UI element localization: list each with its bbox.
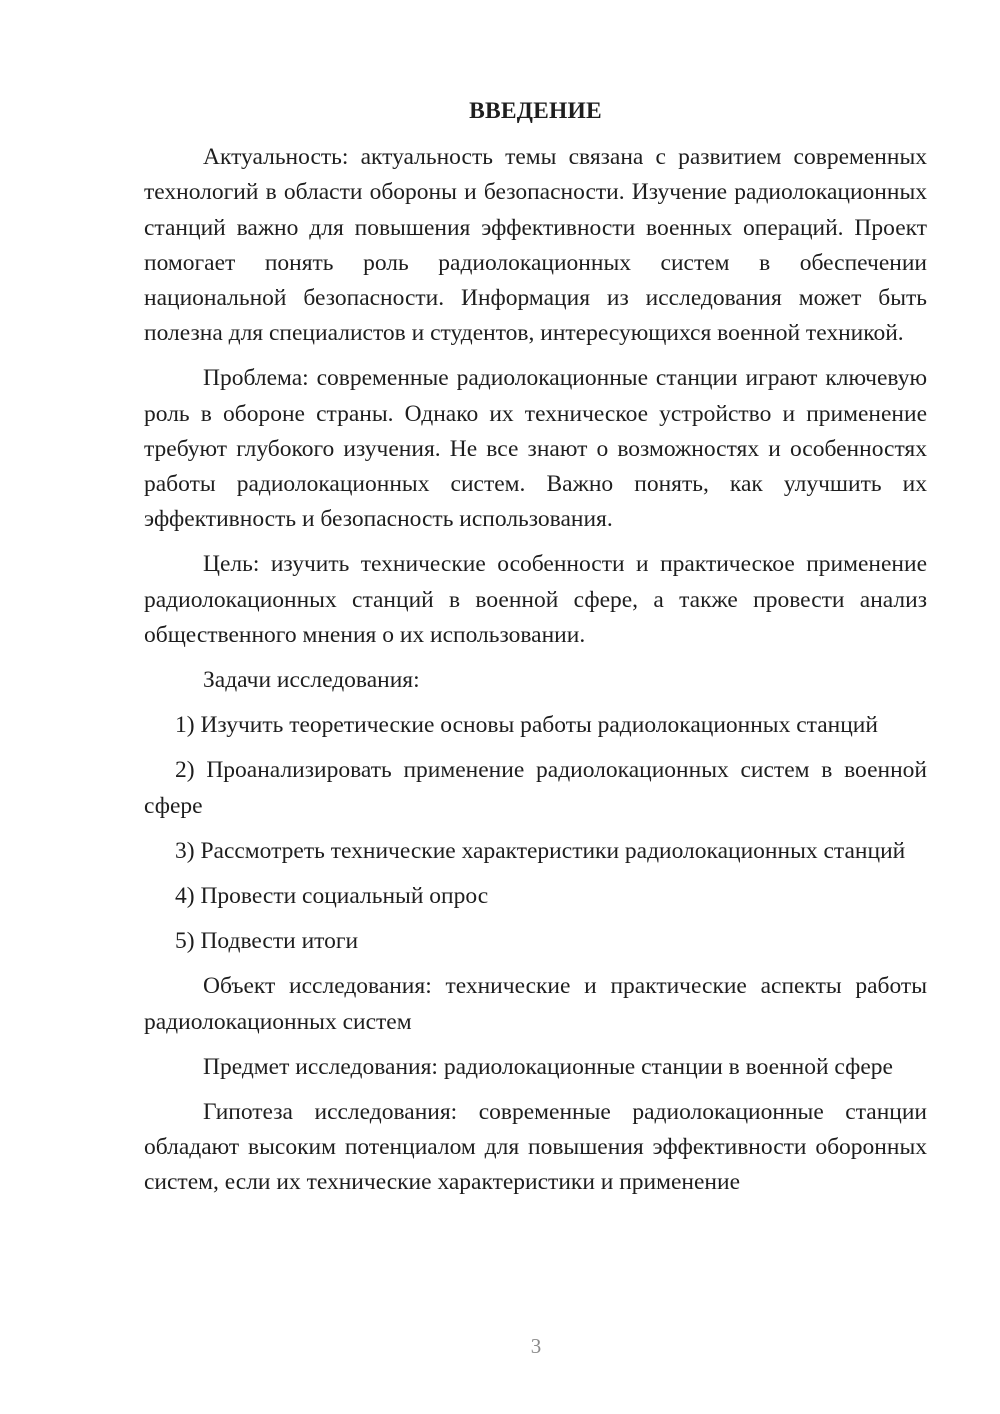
paragraph-relevance: Актуальность: актуальность темы связана с развитием современных технологий в области обороны и безопасности. Изучение радиолокационных станций важно для повышения эффективности военных операций. Проект помогает понять роль радиолокационных систем в обеспечении национальной безопасности. Информация из исследования может быть полезна для специалистов и студентов, интересующихся военной техникой. bbox=[144, 144, 927, 347]
task-item-3: 3) Рассмотреть технические характеристики радиолокационных станций bbox=[175, 837, 906, 864]
tasks-title: Задачи исследования: bbox=[203, 667, 420, 694]
paragraph-problem: Проблема: современные радиолокационные станции играют ключевую роль в обороне страны. Однако их техническое устройство и применение требуют глубокого изучения. Не все знают о возможностях и особенностях работы радиолокационных систем. Важно понять, как улучшить их эффективность и безопасность использования. bbox=[144, 365, 927, 533]
task-item-5: 5) Подвести итоги bbox=[175, 928, 359, 955]
page-number: 3 bbox=[530, 1334, 542, 1358]
section-heading: ВВЕДЕНИЕ bbox=[469, 98, 602, 124]
task-item-2: 2) Проанализировать применение радиолокационных систем в военной сфере bbox=[144, 757, 927, 819]
paragraph-hypothesis: Гипотеза исследования: современные радиолокационные станции обладают высоким потенциалом для повышения эффективности оборонных систем, если их технические характеристики и применение bbox=[144, 1099, 927, 1196]
page-content bbox=[144, 94, 927, 1211]
task-item-4: 4) Провести социальный опрос bbox=[175, 883, 489, 910]
paragraph-subject: Предмет исследования: радиолокационные станции в военной сфере bbox=[203, 1053, 893, 1080]
paragraph-goal: Цель: изучить технические особенности и практическое применение радиолокационных станций в военной сфере, а также провести анализ общественного мнения о их использовании. bbox=[144, 551, 927, 648]
task-item-1: 1) Изучить теоретические основы работы радиолокационных станций bbox=[175, 712, 878, 739]
paragraph-object: Объект исследования: технические и практические аспекты работы радиолокационных систем bbox=[144, 973, 927, 1035]
